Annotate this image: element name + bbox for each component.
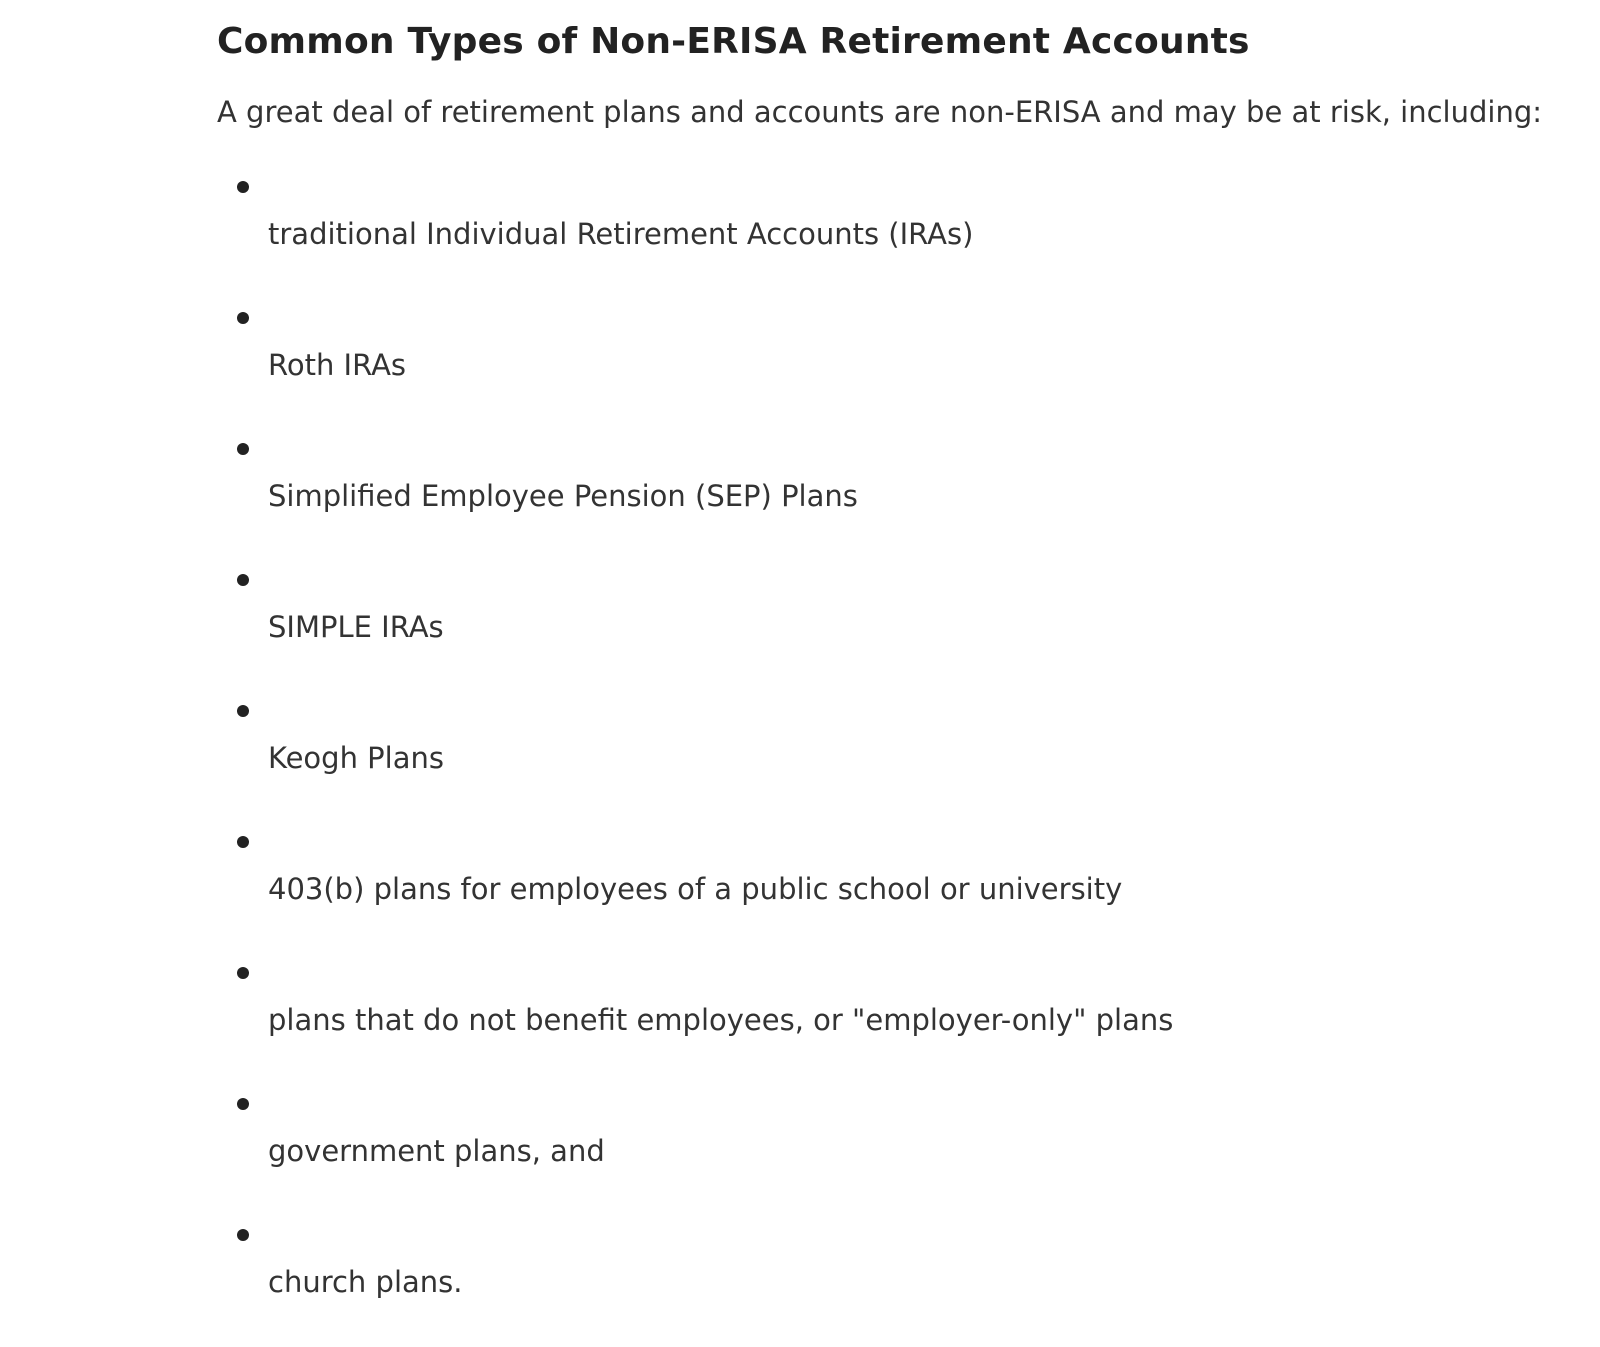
list-item (217, 1216, 1587, 1347)
list-item-label: traditional Individual Retirement Accounts (IRAs) (268, 217, 974, 251)
bullet-icon (237, 836, 249, 848)
list-item (217, 692, 1587, 823)
list-item (217, 299, 1587, 430)
list-item (217, 1085, 1587, 1216)
article-content (217, 18, 1587, 1347)
bullet-icon (237, 967, 249, 979)
bullet-icon (237, 574, 249, 586)
list-item-label: government plans, and (268, 1134, 605, 1168)
bullet-icon (237, 181, 249, 193)
bullet-icon (237, 1098, 249, 1110)
list-item (217, 168, 1587, 299)
list-item-label: Simplified Employee Pension (SEP) Plans (268, 479, 858, 513)
list-item-label: Keogh Plans (268, 741, 444, 775)
list-item-label: church plans. (268, 1265, 463, 1299)
intro-paragraph: A great deal of retirement plans and accounts are non-ERISA and may be at risk, including: (217, 95, 1543, 129)
list-item (217, 823, 1587, 954)
list-item (217, 430, 1587, 561)
bullet-icon (237, 443, 249, 455)
list-item-label: Roth IRAs (268, 348, 407, 382)
list-item-label: SIMPLE IRAs (268, 610, 444, 644)
bullet-icon (237, 705, 249, 717)
list-item (217, 561, 1587, 692)
bullet-icon (237, 312, 249, 324)
list-item-label: 403(b) plans for employees of a public school or university (268, 872, 1123, 906)
account-type-list (217, 168, 1587, 1347)
list-item (217, 954, 1587, 1085)
bullet-icon (237, 1229, 249, 1241)
list-item-label: plans that do not benefit employees, or "employer-only" plans (268, 1003, 1174, 1037)
section-heading: Common Types of Non-ERISA Retirement Accounts (217, 21, 1250, 62)
